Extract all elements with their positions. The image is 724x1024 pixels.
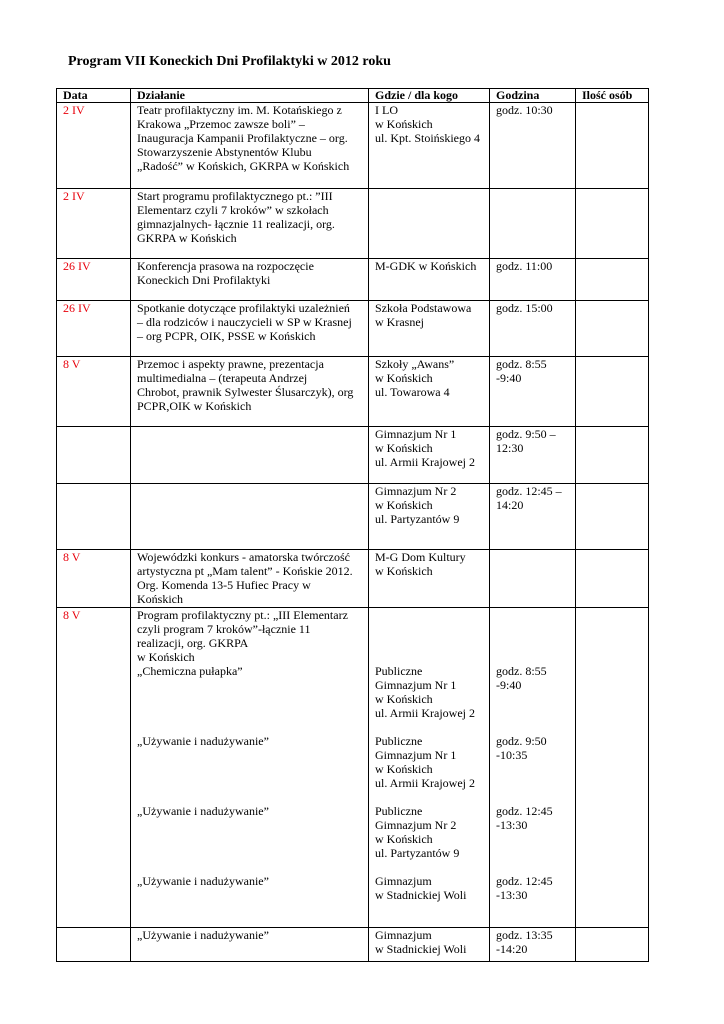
cell-line — [137, 762, 365, 776]
cell-line: Szkoły „Awans” — [375, 357, 455, 371]
cell-count — [576, 103, 649, 189]
table-row — [57, 103, 649, 189]
cell-action — [131, 484, 369, 550]
cell-line — [375, 720, 486, 734]
cell-time — [490, 103, 576, 189]
cell-line — [137, 776, 365, 790]
cell-line — [375, 790, 486, 804]
cell-where — [369, 608, 490, 928]
table-row — [57, 928, 649, 962]
cell-line — [375, 650, 486, 664]
cell-date: 8 V — [57, 357, 131, 427]
cell-line: ul. Kpt. Stoińskiego 4 — [375, 131, 481, 145]
cell-count — [576, 301, 649, 357]
cell-line: Org. Komenda 13-5 Hufiec Pracy w — [137, 578, 311, 592]
cell-where — [369, 189, 490, 259]
cell-line: w Stadnickiej Woli — [375, 888, 467, 902]
cell-line: w Końskich — [375, 117, 433, 131]
cell-line — [375, 860, 486, 874]
cell-time — [490, 189, 576, 259]
table-row — [57, 301, 649, 357]
cell-line: GKRPA w Końskich — [137, 231, 237, 245]
cell-line: Szkoła Podstawowa — [375, 301, 472, 315]
cell-where — [369, 427, 490, 484]
header-where: Gdzie / dla kogo — [369, 89, 490, 103]
cell-line: 14:20 — [496, 498, 524, 512]
header-row — [57, 89, 649, 103]
cell-line: gimnazjalnych- łącznie 11 realizacji, org. — [137, 217, 335, 231]
cell-where — [369, 928, 490, 962]
cell-line: Publiczne — [375, 664, 423, 678]
cell-where — [369, 484, 490, 550]
cell-date: 26 IV — [57, 301, 131, 357]
cell-line — [496, 762, 572, 776]
cell-line: w Krasnej — [375, 315, 424, 329]
cell-count — [576, 357, 649, 427]
cell-line — [375, 636, 486, 650]
cell-line: Elementarz czyli 7 kroków” w szkołach — [137, 203, 329, 217]
cell-line — [496, 832, 572, 846]
cell-line: Przemoc i aspekty prawne, prezentacja — [137, 357, 324, 371]
header-count: Ilość osób — [576, 89, 649, 103]
cell-line — [137, 692, 365, 706]
cell-line: Gimnazjum — [375, 928, 432, 942]
cell-line — [496, 790, 572, 804]
cell-action — [131, 301, 369, 357]
cell-line — [137, 678, 365, 692]
cell-line: w Stadnickiej Woli — [375, 942, 467, 956]
table-row — [57, 550, 649, 608]
cell-line — [137, 846, 365, 860]
cell-line: godz. 11:00 — [496, 259, 553, 273]
cell-line: Gimnazjum Nr 2 — [375, 484, 457, 498]
cell-line: godz. 8:55 — [496, 357, 547, 371]
cell-date: 8 V — [57, 550, 131, 608]
header-time: Godzina — [490, 89, 576, 103]
cell-line: ul. Armii Krajowej 2 — [375, 455, 475, 469]
cell-action — [131, 608, 369, 928]
cell-action — [131, 103, 369, 189]
cell-line: czyli program 7 kroków”-łącznie 11 — [137, 622, 311, 636]
cell-line — [137, 790, 365, 804]
header-action: Działanie — [131, 89, 369, 103]
header-date: Data — [57, 89, 131, 103]
cell-line: -9:40 — [496, 371, 522, 385]
cell-line: Publiczne — [375, 734, 423, 748]
cell-line: w Końskich — [375, 762, 433, 776]
cell-line — [496, 720, 572, 734]
cell-count — [576, 928, 649, 962]
cell-line: Wojewódzki konkurs - amatorska twórczość — [137, 550, 350, 564]
cell-line: godz. 9:50 – — [496, 427, 556, 441]
page-title: Program VII Koneckich Dni Profilaktyki w 2012 roku — [68, 54, 391, 69]
table-row — [57, 357, 649, 427]
cell-line — [496, 776, 572, 790]
cell-line: godz. 8:55 — [496, 664, 547, 678]
cell-date: 8 V — [57, 608, 131, 928]
cell-line: w Końskich — [137, 650, 195, 664]
cell-line: Gimnazjum Nr 1 — [375, 678, 457, 692]
cell-line: Krakowa „Przemoc zawsze boli” – — [137, 117, 305, 131]
cell-line: Inauguracja Kampanii Profilaktyczne – org. — [137, 131, 348, 145]
cell-line: PCPR,OIK w Końskich — [137, 399, 252, 413]
cell-date — [57, 484, 131, 550]
cell-line: „Chemiczna pułapka” — [137, 664, 243, 678]
cell-line: w Końskich — [375, 564, 433, 578]
cell-line: I LO — [375, 103, 398, 117]
cell-date: 26 IV — [57, 259, 131, 301]
cell-line: -13:30 — [496, 818, 528, 832]
cell-line: godz. 12:45 — [496, 874, 553, 888]
cell-date: 2 IV — [57, 103, 131, 189]
cell-line — [496, 622, 572, 636]
table-row — [57, 608, 649, 928]
cell-line: w Końskich — [375, 441, 433, 455]
cell-line: multimedialna – (terapeuta Andrzej — [137, 371, 308, 385]
cell-line: -9:40 — [496, 678, 522, 692]
cell-count — [576, 608, 649, 928]
cell-line: „Używanie i nadużywanie” — [137, 804, 269, 818]
table-row — [57, 189, 649, 259]
cell-time — [490, 259, 576, 301]
cell-line — [496, 706, 572, 720]
cell-line — [496, 636, 572, 650]
cell-time — [490, 550, 576, 608]
cell-line: w Końskich — [375, 498, 433, 512]
cell-count — [576, 550, 649, 608]
cell-line: Końskich — [137, 592, 183, 606]
cell-time — [490, 928, 576, 962]
cell-line: -14:20 — [496, 942, 528, 956]
cell-line — [496, 608, 572, 622]
cell-date: 2 IV — [57, 189, 131, 259]
cell-line: w Końskich — [375, 692, 433, 706]
cell-line — [137, 860, 365, 874]
table-row — [57, 259, 649, 301]
table-body — [57, 103, 649, 962]
cell-count — [576, 189, 649, 259]
cell-date — [57, 928, 131, 962]
cell-line: Teatr profilaktyczny im. M. Kotańskiego z — [137, 103, 342, 117]
cell-line: ul. Armii Krajowej 2 — [375, 706, 475, 720]
cell-action — [131, 189, 369, 259]
cell-line — [375, 622, 486, 636]
cell-line: Stowarzyszenie Abstynentów Klubu — [137, 145, 312, 159]
cell-count — [576, 259, 649, 301]
cell-time — [490, 484, 576, 550]
cell-line: 12:30 — [496, 441, 524, 455]
cell-line — [496, 692, 572, 706]
cell-line: Gimnazjum Nr 1 — [375, 427, 457, 441]
cell-line: ul. Armii Krajowej 2 — [375, 776, 475, 790]
cell-line: artystyczna pt „Mam talent” - Końskie 2012. — [137, 564, 353, 578]
cell-line: Start programu profilaktycznego pt.: ”III — [137, 189, 333, 203]
program-table — [56, 88, 649, 962]
cell-line: godz. 13:35 — [496, 928, 553, 942]
cell-line: godz. 10:30 — [496, 103, 553, 117]
cell-time — [490, 427, 576, 484]
cell-line: ul. Partyzantów 9 — [375, 512, 460, 526]
cell-where — [369, 550, 490, 608]
cell-where — [369, 103, 490, 189]
cell-line: „Używanie i nadużywanie” — [137, 874, 269, 888]
cell-line: Koneckich Dni Profilaktyki — [137, 273, 271, 287]
cell-where — [369, 259, 490, 301]
cell-line: Program profilaktyczny pt.: „III Elementarz — [137, 608, 348, 622]
cell-line: Spotkanie dotyczące profilaktyki uzależnień — [137, 301, 350, 315]
cell-line: realizacji, org. GKRPA — [137, 636, 249, 650]
cell-line: M-G Dom Kultury — [375, 550, 466, 564]
cell-date — [57, 427, 131, 484]
cell-line: Chrobot, prawnik Sylwester Ślusarczyk), org — [137, 385, 354, 399]
cell-line: M-GDK w Końskich — [375, 259, 477, 273]
cell-line: „Używanie i nadużywanie” — [137, 734, 269, 748]
cell-count — [576, 484, 649, 550]
cell-line: godz. 12:45 – — [496, 484, 562, 498]
cell-line — [137, 748, 365, 762]
cell-line: ul. Towarowa 4 — [375, 385, 450, 399]
cell-line: Gimnazjum Nr 2 — [375, 818, 457, 832]
cell-line: w Końskich — [375, 371, 433, 385]
cell-line: Gimnazjum — [375, 874, 432, 888]
cell-where — [369, 357, 490, 427]
cell-action — [131, 928, 369, 962]
cell-line: Gimnazjum Nr 1 — [375, 748, 457, 762]
cell-line: -13:30 — [496, 888, 528, 902]
cell-line: -10:35 — [496, 748, 528, 762]
cell-time — [490, 301, 576, 357]
cell-action — [131, 357, 369, 427]
cell-action — [131, 550, 369, 608]
cell-line: godz. 12:45 — [496, 804, 553, 818]
table-row — [57, 484, 649, 550]
cell-line — [137, 818, 365, 832]
cell-line — [496, 650, 572, 664]
cell-line — [137, 706, 365, 720]
cell-line: „Radość” w Końskich, GKRPA w Końskich — [137, 159, 350, 173]
cell-time — [490, 357, 576, 427]
cell-line: „Używanie i nadużywanie” — [137, 928, 269, 942]
cell-line — [137, 720, 365, 734]
cell-line: – dla rodziców i nauczycieli w SP w Krasnej — [137, 315, 352, 329]
cell-line: godz. 9:50 — [496, 734, 547, 748]
cell-line — [496, 860, 572, 874]
cell-count — [576, 427, 649, 484]
cell-action — [131, 427, 369, 484]
cell-line: Publiczne — [375, 804, 423, 818]
cell-line: godz. 15:00 — [496, 301, 553, 315]
cell-time — [490, 608, 576, 928]
cell-line: Konferencja prasowa na rozpoczęcie — [137, 259, 314, 273]
cell-line: – org PCPR, OIK, PSSE w Końskich — [137, 329, 316, 343]
cell-line: w Końskich — [375, 832, 433, 846]
cell-line — [496, 846, 572, 860]
table-row — [57, 427, 649, 484]
cell-line — [137, 832, 365, 846]
cell-action — [131, 259, 369, 301]
cell-line — [375, 608, 486, 622]
cell-where — [369, 301, 490, 357]
cell-line: ul. Partyzantów 9 — [375, 846, 460, 860]
